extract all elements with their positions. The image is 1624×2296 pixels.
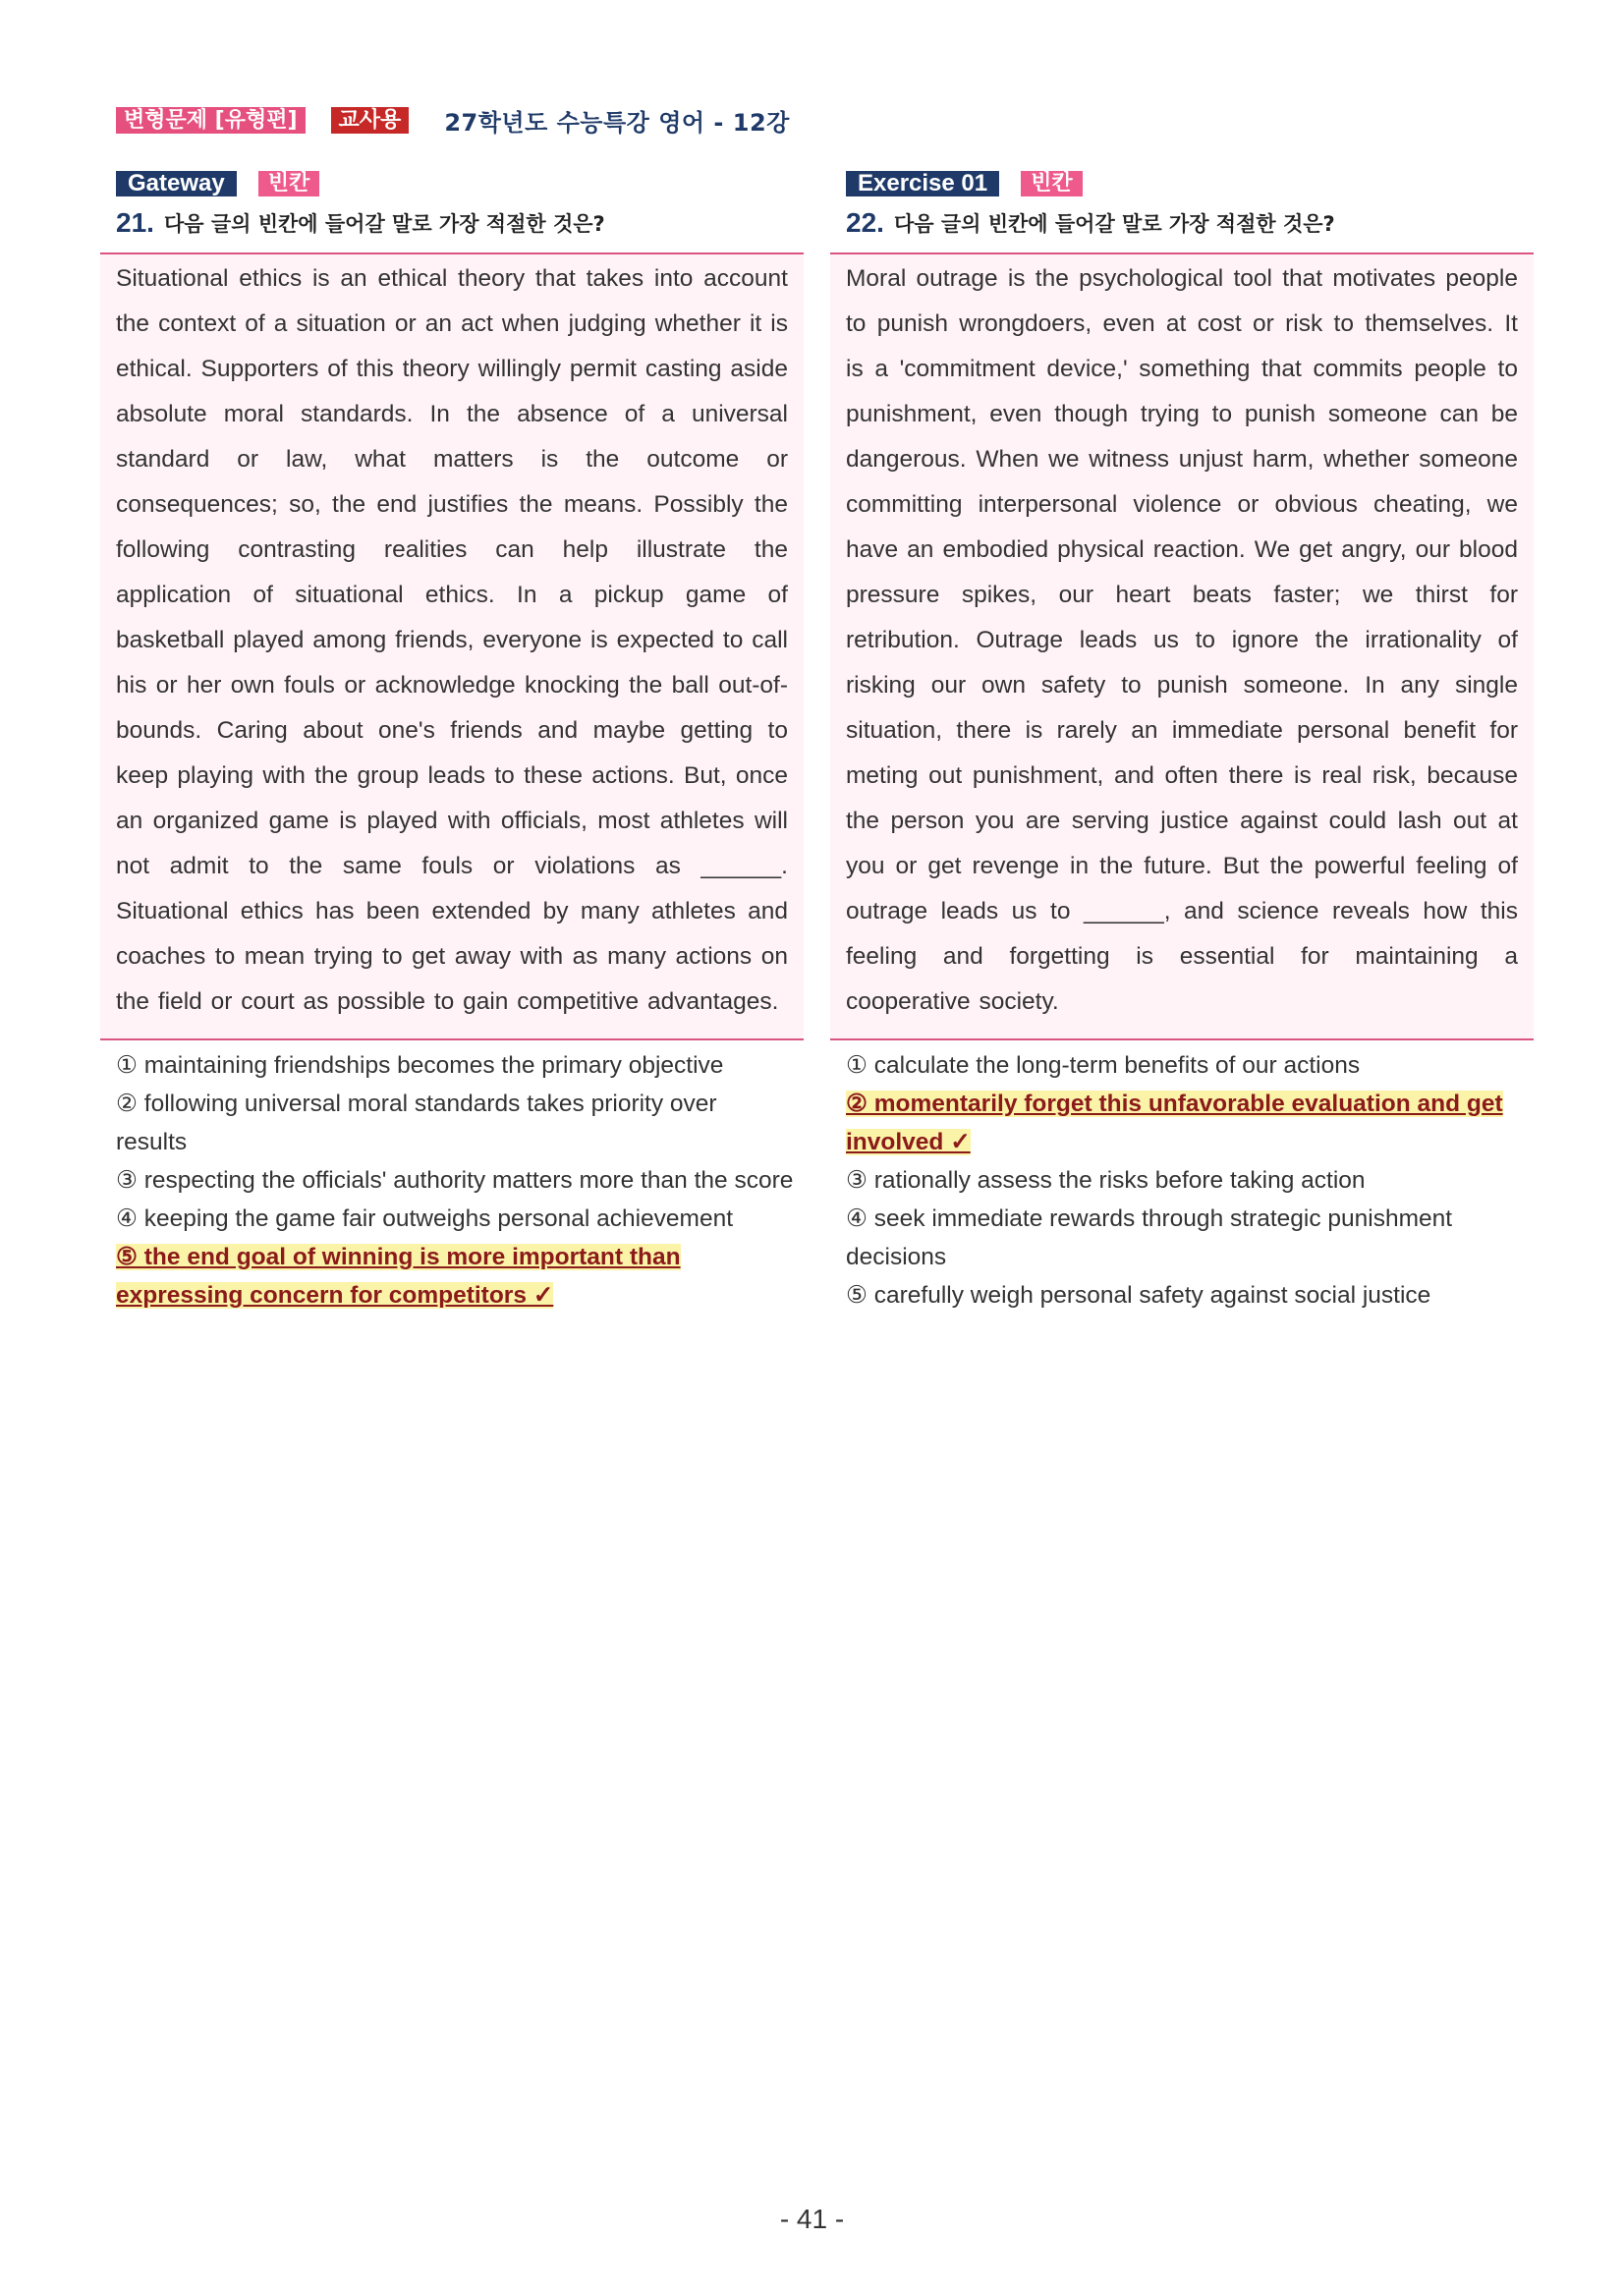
answer-choices [100,1046,804,1315]
correct-answer-text: ② momentarily forget this unfavorable evaluation and get involved ✓ [846,1091,1503,1155]
choice-4: ④ keeping the game fair outweighs personal achievement [116,1205,734,1232]
choice-2: ② following universal moral standards takes priority over results [116,1091,717,1155]
correct-answer-choice [116,1238,794,1315]
question-labels [830,171,1534,196]
passage-box: Situational ethics is an ethical theory that takes into account the context of a situation or an act when judging whether it is ethical. Supporters of this theory willingly permit casting aside absolute moral standards. In the absence of a universal standard or law, what matters is the outcome or consequences; so, the end justifies the means. Possibly the following contrasting realities can help illustrate the application of situational ethics. In a pickup game of basketball played among friends, everyone is expected to call his or her own fouls or acknowledge knocking the ball out-of-bounds. Caring about one's friends and maybe getting to keep playing with the group leads to these actions. But, once an organized game is played with officials, most athletes will not admit to the same fouls or violations as ______. Situational ethics has been extended by many athletes and coaches to mean trying to get away with as many actions on the field or court as possible to gain competitive advantages. [100,252,804,1040]
question-number: 22. [846,207,884,238]
question-line [830,206,1534,240]
correct-answer-text: ⑤ the end goal of winning is more important than expressing concern for competitors ✓ [116,1244,681,1309]
choice-3: ③ respecting the officials' authority matters more than the score [116,1167,794,1194]
type-tag: 빈칸 [258,171,320,196]
teacher-tag: 교사용 [331,107,410,134]
choice-4: ④ seek immediate rewards through strategic punishment decisions [846,1205,1453,1270]
choice-1: ① calculate the long-term benefits of our actions [846,1052,1361,1079]
choice-3: ③ rationally assess the risks before taking action [846,1167,1366,1194]
question-text: 다음 글의 빈칸에 들어갈 말로 가장 적절한 것은? [893,212,1335,236]
question-labels [100,171,804,196]
answer-choices [830,1046,1534,1315]
page-title: 27학년도 수능특강 영어 - 12강 [444,108,790,137]
section-label: Exercise 01 [846,171,999,196]
page-number: - 41 - [779,2204,845,2234]
correct-answer-choice [846,1085,1524,1161]
section-label: Gateway [116,171,237,196]
question-line [100,206,804,240]
question-21-column [100,171,804,1315]
passage-box: Moral outrage is the psychological tool that motivates people to punish wrongdoers, even at cost or risk to themselves. It is a 'commitment device,' something that commits people to punishment, even though trying to punish someone can be dangerous. When we witness unjust harm, whether someone committing interpersonal violence or obvious cheating, we have an embodied physical reaction. We get angry, our blood pressure spikes, our heart beats faster; we thirst for retribution. Outrage leads us to ignore the irrationality of risking our own safety to punish someone. In any single situation, there is rarely an immediate personal benefit for meting out punishment, and often there is real risk, because the person you are serving justice against could lash out at you or get revenge in the future. But the powerful feeling of outrage leads us to ______, and science reveals how this feeling and forgetting is essential for maintaining a cooperative society. [830,252,1534,1040]
choice-5: ⑤ carefully weigh personal safety against social justice [846,1282,1431,1309]
choice-1: ① maintaining friendships becomes the primary objective [116,1052,724,1079]
page-header [116,105,790,135]
category-tag: 변형문제 [유형편] [116,107,306,134]
type-tag: 빈칸 [1021,171,1083,196]
question-text: 다음 글의 빈칸에 들어갈 말로 가장 적절한 것은? [163,212,605,236]
question-22-column [830,171,1534,1315]
question-number: 21. [116,207,154,238]
